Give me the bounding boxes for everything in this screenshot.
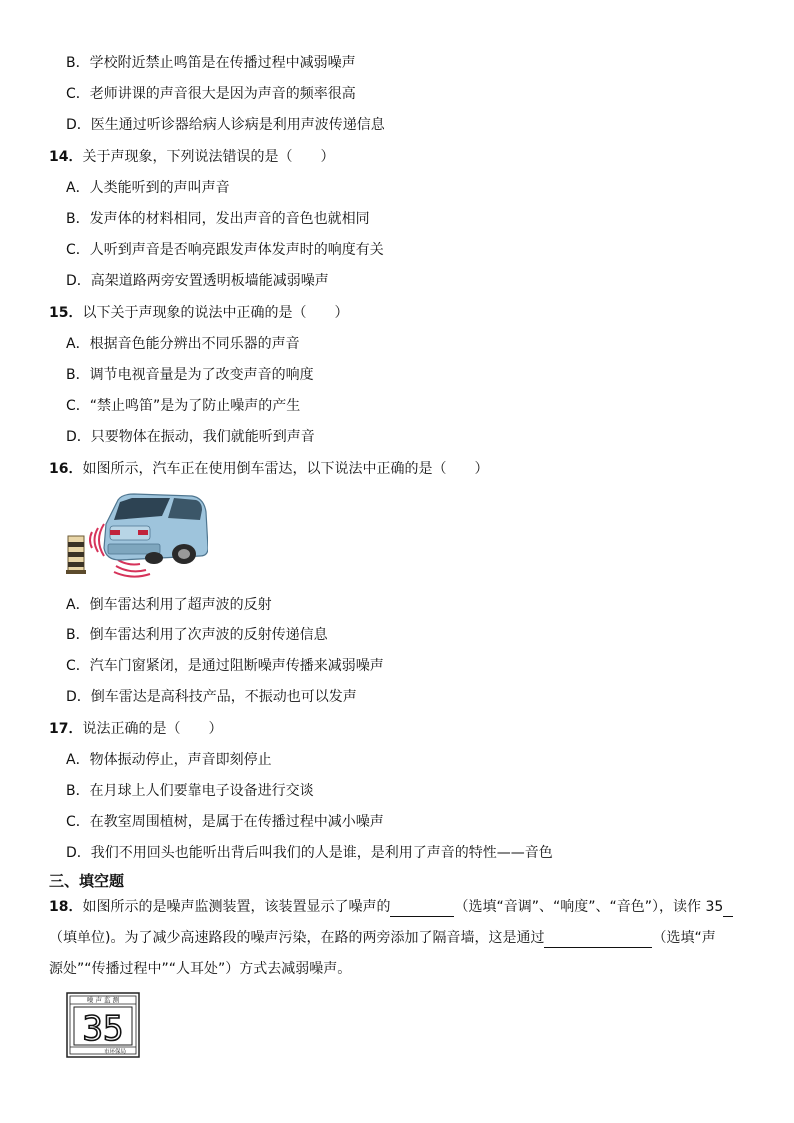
answer-blank-2[interactable] <box>723 900 733 917</box>
q17-option-a: A．物体振动停止，声音即刻停止 <box>66 752 272 768</box>
q18-line-3: 源处”“传播过程中”“人耳处”）方式去减弱噪声。 <box>49 961 352 977</box>
noise-meter-footer: 市环保局 <box>103 1049 126 1055</box>
q15-stem: 以下关于声现象的说法中正确的是（ ） <box>82 305 349 321</box>
q18-text-2b: （选填“声 <box>652 930 716 946</box>
q17-stem: 说法正确的是（ ） <box>82 721 223 737</box>
q17-stem-line <box>49 719 222 739</box>
q14-option-b: B．发声体的材料相同，发出声音的音色也就相同 <box>66 211 370 227</box>
q15-option-c: C．“禁止鸣笛”是为了防止噪声的产生 <box>66 398 301 414</box>
q15-option-d: D．只要物体在振动，我们就能听到声音 <box>66 429 315 445</box>
noise-meter-header: 噪 声 监 测 <box>86 996 120 1004</box>
q17-option-c: C．在教室周围植树，是属于在传播过程中减小噪声 <box>66 814 384 830</box>
noise-meter-reading: 35 <box>82 1009 124 1049</box>
q17-option-b: B．在月球上人们要靠电子设备进行交谈 <box>66 783 314 799</box>
q16-stem-line <box>49 459 488 479</box>
q16-number: 16． <box>49 461 83 477</box>
q14-option-d: D．高架道路两旁安置透明板墙能减弱噪声 <box>66 273 329 289</box>
answer-blank-3[interactable] <box>544 931 652 948</box>
q16-option-a: A．倒车雷达利用了超声波的反射 <box>66 597 272 613</box>
reversing-car-figure <box>62 490 208 580</box>
q17-number: 17． <box>49 721 83 737</box>
q18-text-2a: （填单位)。为了减少高速路段的噪声污染，在路的两旁添加了隔音墙，这是通过 <box>49 930 545 946</box>
q18-number: 18． <box>49 899 83 915</box>
q18-line-1 <box>49 897 733 917</box>
q16-stem: 如图所示，汽车正在使用倒车雷达，以下说法中正确的是（ ） <box>82 461 489 477</box>
q15-option-b: B．调节电视音量是为了改变声音的响度 <box>66 367 314 383</box>
q13-option-b: B．学校附近禁止鸣笛是在传播过程中减弱噪声 <box>66 55 356 71</box>
q14-number: 14． <box>49 149 83 165</box>
q16-option-c: C．汽车门窗紧闭，是通过阻断噪声传播来减弱噪声 <box>66 658 384 674</box>
noise-monitor-figure <box>66 992 140 1058</box>
q15-option-a: A．根据音色能分辨出不同乐器的声音 <box>66 336 300 352</box>
q14-stem: 关于声现象，下列说法错误的是（ ） <box>82 149 335 165</box>
q14-option-a: A．人类能听到的声叫声音 <box>66 180 230 196</box>
q18-text-1b: （选填“音调”、“响度”、“音色”），读作 35 <box>454 899 724 915</box>
q18-line-2 <box>49 928 716 948</box>
q15-number: 15． <box>49 305 83 321</box>
q13-option-c: C．老师讲课的声音很大是因为声音的频率很高 <box>66 86 356 102</box>
q16-option-b: B．倒车雷达利用了次声波的反射传递信息 <box>66 627 328 643</box>
section-title: 三、填空题 <box>49 872 125 890</box>
q18-text-1a: 如图所示的是噪声监测装置，该装置显示了噪声的 <box>82 899 391 915</box>
q14-stem-line <box>49 147 334 167</box>
q13-option-d: D．医生通过听诊器给病人诊病是利用声波传递信息 <box>66 117 385 133</box>
answer-blank-1[interactable] <box>390 900 454 917</box>
q17-option-d: D．我们不用回头也能听出背后叫我们的人是谁，是利用了声音的特性——音色 <box>66 845 553 861</box>
barrier-post <box>66 536 86 574</box>
q14-option-c: C．人听到声音是否响亮跟发声体发声时的响度有关 <box>66 242 384 258</box>
q16-option-d: D．倒车雷达是高科技产品，不振动也可以发声 <box>66 689 357 705</box>
q15-stem-line <box>49 303 348 323</box>
car <box>104 494 208 564</box>
